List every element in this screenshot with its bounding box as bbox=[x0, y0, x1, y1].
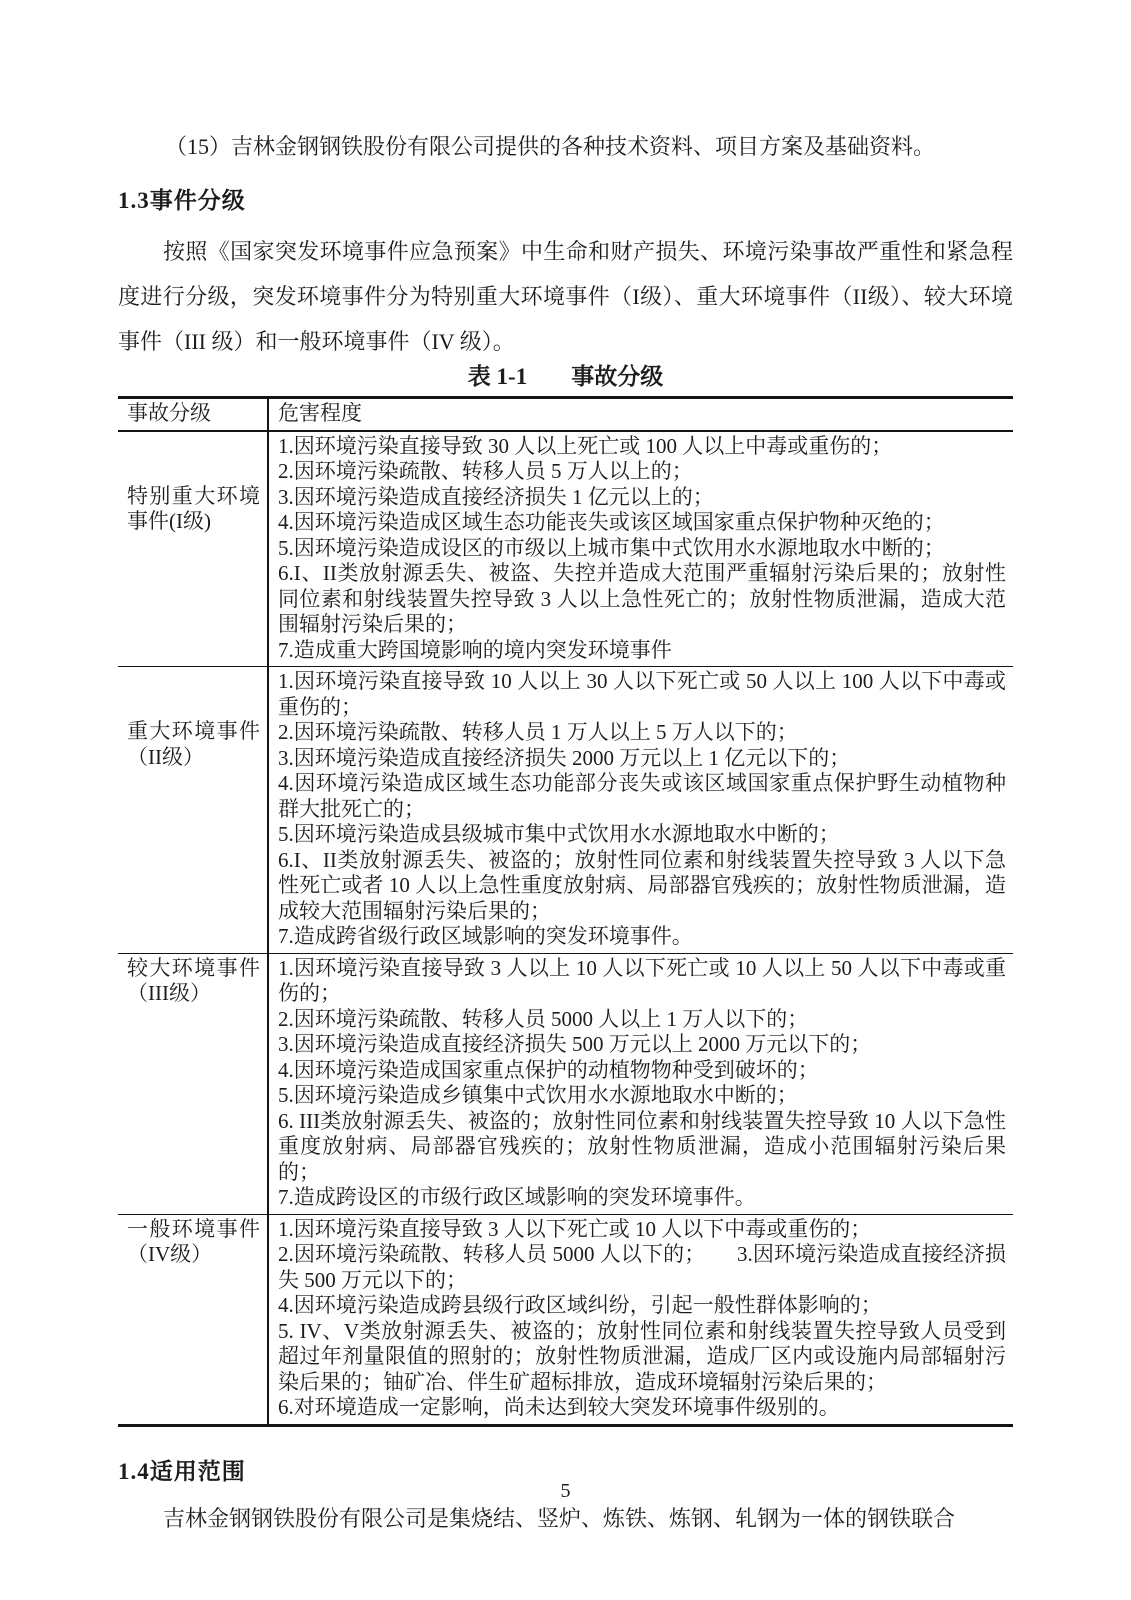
table-caption-label: 表 1-1 bbox=[467, 364, 528, 389]
hazard-degree-cell bbox=[268, 431, 1013, 667]
table-row bbox=[118, 953, 1013, 1214]
page-number: 5 bbox=[560, 1480, 571, 1502]
hazard-degree-cell bbox=[268, 1214, 1013, 1425]
hazard-item: 1.因环境污染直接导致 30 人以上死亡或 100 人以上中毒或重伤的； bbox=[278, 433, 893, 458]
accident-table-body bbox=[118, 431, 1013, 1426]
hazard-item: 3.因环境污染造成直接经济损失 500 万元以上 2000 万元以下的； bbox=[278, 1032, 872, 1056]
hazard-item: 4.因环境污染造成国家重点保护的动植物物种受到破坏的； bbox=[278, 1057, 819, 1082]
heading-1-4-scope: 1.4适用范围 bbox=[118, 1458, 246, 1484]
accident-level-label: 特别重大环境事件(I级) bbox=[127, 483, 260, 533]
column-header-accident-level: 事故分级 bbox=[118, 398, 268, 431]
hazard-degree-cell bbox=[268, 667, 1013, 954]
hazard-item: 2.因环境污染疏散、转移人员 5000 人以下的； 3.因环境污染造成直接经济损失 500 万元以下的； bbox=[278, 1242, 1006, 1292]
accident-level-label: 重大环境事件（II级） bbox=[127, 719, 260, 769]
hazard-item: 1.因环境污染直接导致 10 人以上 30 人以下死亡或 50 人以上 100 人以下中毒或重伤的； bbox=[278, 669, 1006, 719]
table-header bbox=[118, 398, 1013, 431]
table-row bbox=[118, 431, 1013, 667]
table-row bbox=[118, 1214, 1013, 1425]
hazard-item: 6.对环境造成一定影响，尚未达到较大突发环境事件级别的。 bbox=[278, 1395, 840, 1419]
hazard-item: 3.因环境污染造成直接经济损失 1 亿元以上的； bbox=[278, 484, 714, 509]
hazard-item: 5.因环境污染造成乡镇集中式饮用水水源地取水中断的； bbox=[278, 1083, 798, 1107]
page-content bbox=[118, 0, 1013, 1533]
hazard-item: 4.因环境污染造成区域生态功能部分丧失或该区域国家重点保护野生动植物种群大批死亡的； bbox=[278, 771, 1006, 821]
hazard-item: 2.因环境污染疏散、转移人员 5000 人以上 1 万人以下的； bbox=[278, 1006, 809, 1031]
hazard-item: 5.因环境污染造成县级城市集中式饮用水水源地取水中断的； bbox=[278, 822, 840, 846]
paragraph-scope-intro: 吉林金钢钢铁股份有限公司是集烧结、竖炉、炼铁、炼钢、轧钢为一体的钢铁联合 bbox=[163, 1505, 956, 1531]
hazard-item: 7.造成跨设区的市级行政区域影响的突发环境事件。 bbox=[278, 1185, 756, 1209]
table-header-row bbox=[118, 398, 1013, 431]
hazard-item: 7.造成跨省级行政区域影响的突发环境事件。 bbox=[278, 924, 693, 948]
hazard-item: 3.因环境污染造成直接经济损失 2000 万元以上 1 亿元以下的； bbox=[278, 745, 851, 770]
hazard-item: 6. III类放射源丢失、被盗的；放射性同位素和射线装置失控导致 10 人以下急性重度放射病、局部器官残疾的；放射性物质泄漏，造成小范围辐射污染后果的； bbox=[278, 1108, 1006, 1184]
hazard-item: 1.因环境污染直接导致 3 人以上 10 人以下死亡或 10 人以上 50 人以下中毒或重伤的； bbox=[278, 955, 1006, 1005]
hazard-item: 6.I、II类放射源丢失、被盗、失控并造成大范围严重辐射污染后果的；放射性同位素和射线装置失控导致 3 人以上急性死亡的；放射性物质泄漏，造成大范围辐射污染后果的； bbox=[278, 561, 1006, 636]
hazard-item: 7.造成重大跨国境影响的境内突发环境事件 bbox=[278, 637, 672, 662]
accident-level-cell bbox=[118, 1214, 268, 1425]
hazard-item: 4.因环境污染造成跨县级行政区域纠纷，引起一般性群体影响的； bbox=[278, 1293, 882, 1317]
accident-level-label: 一般环境事件（IV级） bbox=[127, 1216, 260, 1266]
column-header-hazard-degree: 危害程度 bbox=[268, 398, 1013, 431]
paragraph-grading-intro: 按照《国家突发环境事件应急预案》中生命和财产损失、环境污染事故严重性和紧急程度进行分级，突发环境事件分为特别重大环境事件（I级）、重大环境事件（II级）、较大环境事件（III 级）和一般环境事件（IV 级）。 bbox=[118, 239, 1013, 354]
hazard-item: 5.因环境污染造成设区的市级以上城市集中式饮用水水源地取水中断的； bbox=[278, 535, 945, 560]
accident-level-cell bbox=[118, 431, 268, 667]
hazard-item: 4.因环境污染造成区域生态功能丧失或该区域国家重点保护物种灭绝的； bbox=[278, 510, 945, 534]
hazard-item: 6.I、II类放射源丢失、被盗的；放射性同位素和射线装置失控导致 3 人以下急性死亡或者 10 人以上急性重度放射病、局部器官残疾的；放射性物质泄漏，造成较大范围辐射污染后果的； bbox=[278, 847, 1006, 923]
hazard-degree-cell bbox=[268, 953, 1013, 1214]
table-caption-title: 事故分级 bbox=[571, 364, 664, 389]
hazard-item: 2.因环境污染疏散、转移人员 1 万人以上 5 万人以下的； bbox=[278, 720, 798, 744]
paragraph-item-15: （15）吉林金钢钢铁股份有限公司提供的各种技术资料、项目方案及基础资料。 bbox=[165, 134, 936, 159]
accident-grading-table bbox=[118, 396, 1013, 1427]
hazard-item: 2.因环境污染疏散、转移人员 5 万人以上的； bbox=[278, 459, 693, 483]
table-row bbox=[118, 667, 1013, 954]
table-caption bbox=[118, 364, 1013, 390]
accident-level-cell bbox=[118, 953, 268, 1214]
hazard-item: 1.因环境污染直接导致 3 人以下死亡或 10 人以下中毒或重伤的； bbox=[278, 1216, 872, 1241]
hazard-item: 5. IV、V类放射源丢失、被盗的；放射性同位素和射线装置失控导致人员受到超过年剂量限值的照射的；放射性物质泄漏，造成厂区内或设施内局部辐射污染后果的；铀矿冶、伴生矿超标排放，造成环境辐射污染后果的； bbox=[278, 1318, 1006, 1394]
accident-level-cell bbox=[118, 667, 268, 954]
heading-1-3-event-grading: 1.3事件分级 bbox=[118, 188, 246, 213]
accident-level-label: 较大环境事件（III级） bbox=[127, 955, 260, 1005]
